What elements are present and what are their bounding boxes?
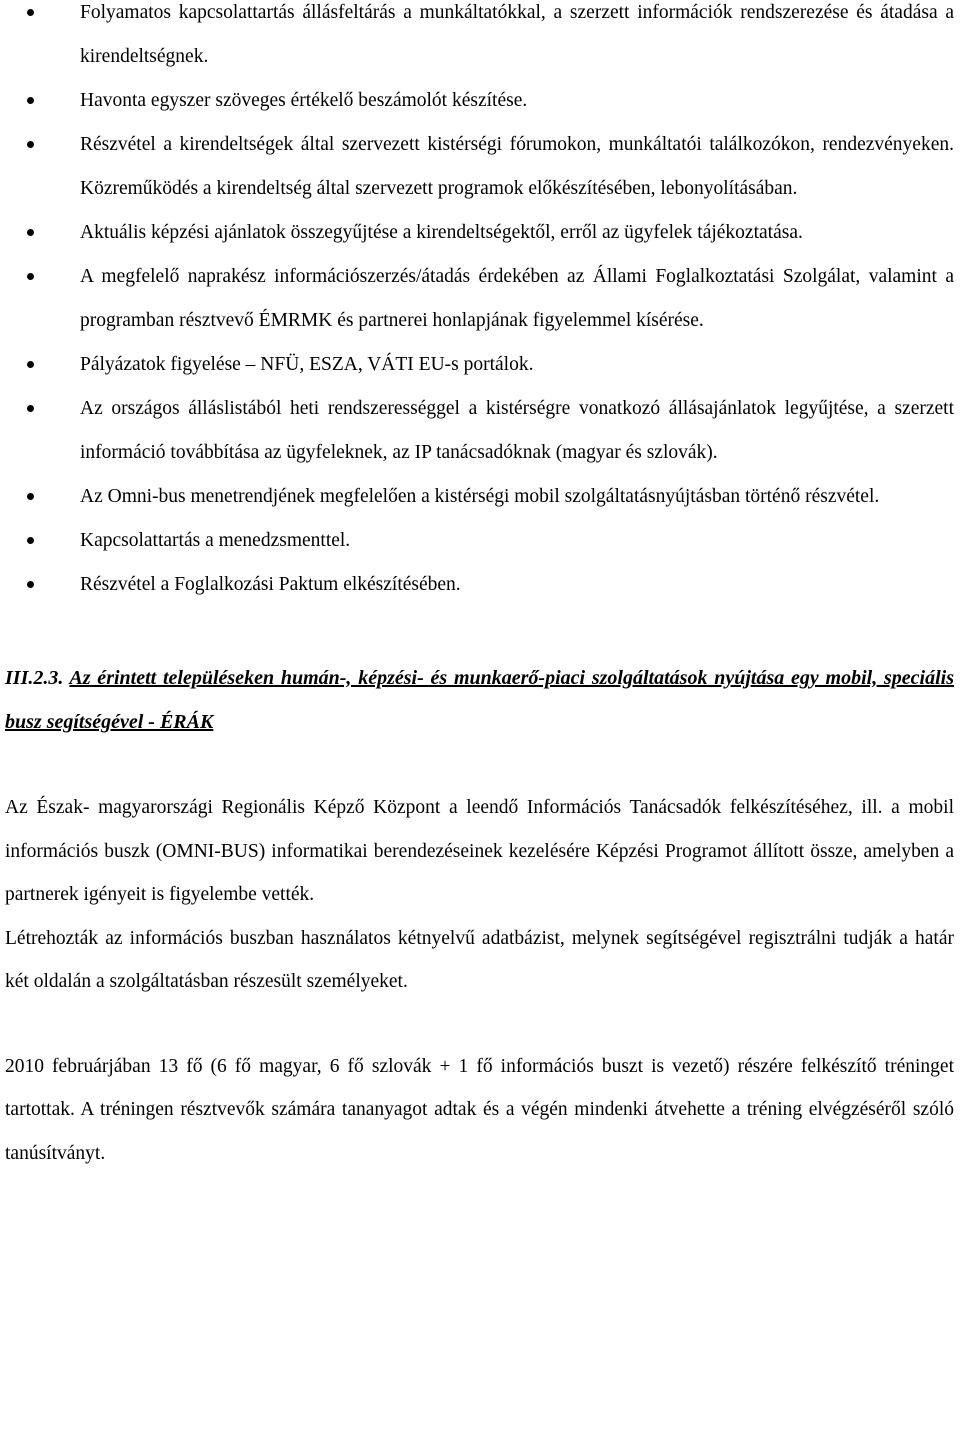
bullet-dot-icon (27, 0, 37, 35)
list-item-text: Részvétel a Foglalkozási Paktum elkészítésében. (80, 574, 461, 595)
section-number: III.2.3. (5, 667, 64, 689)
section-heading (5, 656, 954, 744)
list-item-text: Aktuális képzési ajánlatok összegyűjtése a kirendeltségektől, erről az ügyfelek tájékoztatása. (80, 222, 803, 243)
bullet-dot-icon (27, 255, 37, 299)
list-item-text: Folyamatos kapcsolattartás állásfeltárás a munkáltatókkal, a szerzett információk rendszerezése és átadása a kirendeltségnek. (80, 2, 954, 67)
task-bullet-list (5, 0, 954, 607)
list-item (5, 255, 954, 343)
bullet-dot-icon (27, 387, 37, 431)
list-item-text: Pályázatok figyelése – NFÜ, ESZA, VÁTI EU-s portálok. (80, 354, 534, 375)
list-item-text: Részvétel a kirendeltségek által szervezett kistérségi fórumokon, munkáltatói találkozókon, rendezvényeken. Közreműködés a kirendeltség által szervezett programok előkészítésében, lebonyolításában. (80, 134, 954, 199)
bullet-dot-icon (27, 123, 37, 167)
list-item (5, 519, 954, 563)
bullet-dot-icon (27, 563, 37, 607)
list-item (5, 79, 954, 123)
bullet-dot-icon (27, 519, 37, 563)
list-item-text: Az Omni-bus menetrendjének megfelelően a kistérségi mobil szolgáltatásnyújtásban történő részvétel. (80, 486, 880, 507)
list-item (5, 123, 954, 211)
paragraph: Az Észak- magyarországi Regionális Képző Központ a leendő Információs Tanácsadók felkészítéséhez, ill. a mobil információs buszk (OMNI-BUS) informatikai berendezéseinek kezelésére Képzési Programot állított össze, amelyben a partnerek igényeit is figyelembe vették. (5, 797, 954, 905)
list-item-text: A megfelelő naprakész információszerzés/átadás érdekében az Állami Foglalkoztatási Szolgálat, valamint a programban résztvevő ÉMRMK és partnerei honlapjának figyelemmel kísérése. (80, 266, 954, 331)
body-text (5, 786, 954, 1175)
list-item-text: Havonta egyszer szöveges értékelő beszámolót készítése. (80, 90, 528, 111)
list-item (5, 563, 954, 607)
bullet-dot-icon (27, 211, 37, 255)
list-item (5, 211, 954, 255)
section-title: Az érintett településeken humán-, képzési- és munkaerő-piaci szolgáltatások nyújtása egy mobil, speciális busz segítségével - ÉRÁK (5, 667, 954, 733)
bullet-dot-icon (27, 343, 37, 387)
paragraph: 2010 februárjában 13 fő (6 fő magyar, 6 fő szlovák + 1 fő információs buszt is vezető) részére felkészítő tréninget tartottak. A tréningen résztvevők számára tananyagot adtak és a végén mindenki átvehette a tréning elvégzéséről szóló tanúsítványt. (5, 1055, 954, 1164)
list-item (5, 0, 954, 79)
bullet-dot-icon (27, 79, 37, 123)
list-item (5, 475, 954, 519)
list-item (5, 387, 954, 475)
list-item-text: Az országos álláslistából heti rendszerességgel a kistérségre vonatkozó állásajánlatok legyűjtése, a szerzett információ továbbítása az ügyfeleknek, az IP tanácsadóknak (magyar és szlovák). (80, 398, 954, 463)
paragraph: Létrehozták az információs buszban használatos kétnyelvű adatbázist, melynek segítségével regisztrálni tudják a határ két oldalán a szolgáltatásban részesült személyeket. (5, 927, 954, 992)
list-item-text: Kapcsolattartás a menedzsmenttel. (80, 530, 351, 551)
bullet-dot-icon (27, 475, 37, 519)
list-item (5, 343, 954, 387)
